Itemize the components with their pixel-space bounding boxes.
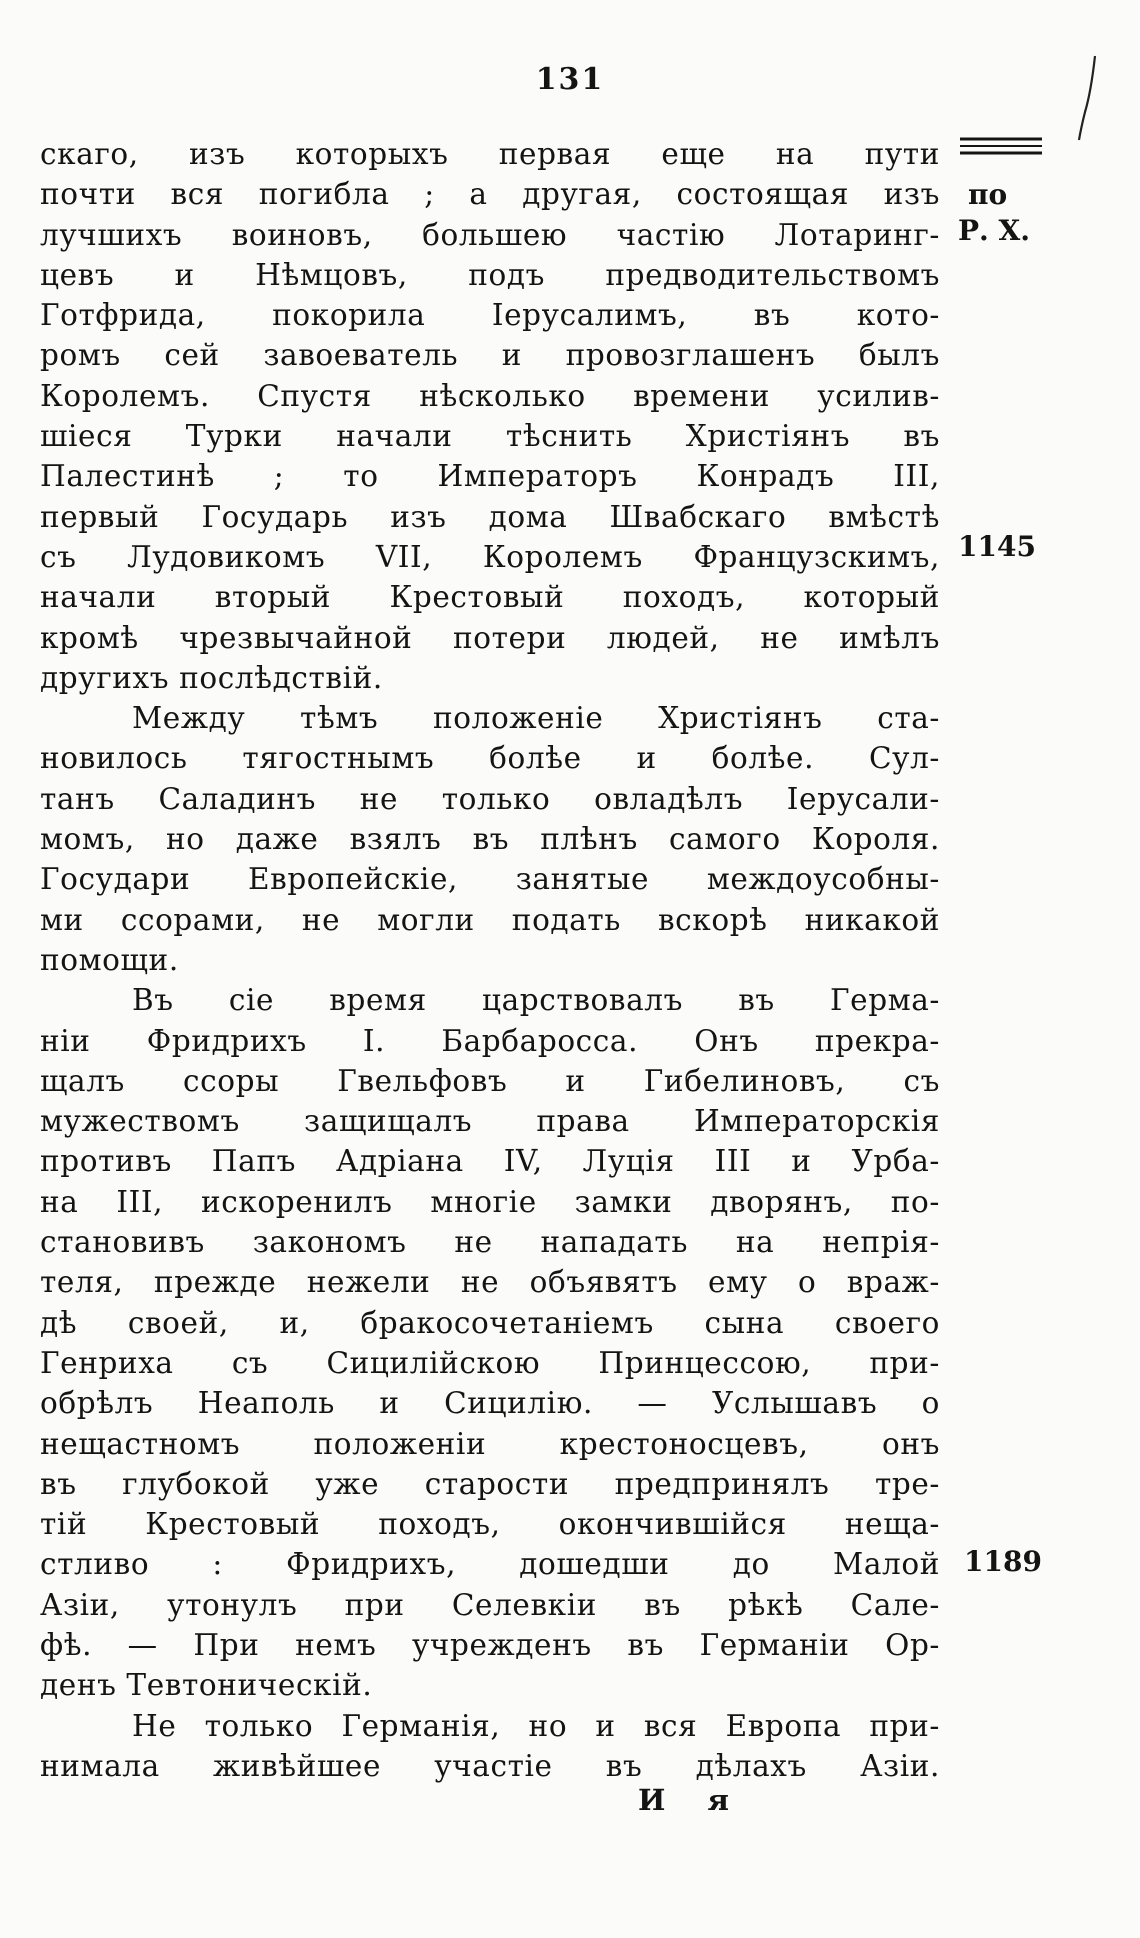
sidenote-year-1189: 1189 (964, 1545, 1042, 1578)
text-line: цевъ и Нѣмцовъ, подъ предводительствомъ (40, 257, 940, 292)
text-line: становивъ закономъ не нападать на непрія- (40, 1225, 940, 1260)
text-line: нещастномъ положеніи крестоносцевъ, онъ (40, 1426, 940, 1461)
text-line: ми ссорами, не могли подать вскорѣ никакой (40, 902, 940, 937)
text-line: Не только Германія, но и вся Европа при- (132, 1708, 940, 1743)
text-line: дѣ своей, и, бракосочетаніемъ сына своего (40, 1305, 940, 1340)
margin-pencil-mark (1075, 52, 1099, 144)
text-line: съ Лудовикомъ VII, Королемъ Французскимъ, (40, 539, 940, 574)
text-line: лучшихъ воиновъ, большею частію Лотаринг- (40, 217, 940, 252)
text-line: шіеся Турки начали тѣснить Христіянъ въ (40, 419, 940, 454)
text-line: ніи Фридрихъ I. Барбаросса. Онъ прекра- (40, 1023, 940, 1058)
text-line: Готфрида, покорила Іерусалимъ, въ кото- (40, 298, 940, 333)
text-line: тій Крестовый походъ, окончившійся неща- (40, 1507, 940, 1542)
text-line: щалъ ссоры Гвельфовъ и Гибелиновъ, съ (40, 1063, 940, 1098)
text-line: Между тѣмъ положеніе Христіянъ ста- (132, 701, 940, 736)
sidenote-era-line1: по (968, 178, 1008, 211)
text-line: другихъ послѣдствій. (40, 660, 383, 695)
text-line: на III, искоренилъ многіе замки дворянъ, по- (40, 1184, 940, 1219)
text-line: противъ Папъ Адріана IV, Луція III и Урба- (40, 1144, 940, 1179)
sidenote-year-1145: 1145 (958, 530, 1036, 563)
text-line: почти вся погибла ; а другая, состоящая изъ (40, 177, 940, 212)
text-line: денъ Тевтоническій. (40, 1668, 373, 1703)
catchword: И я (638, 1783, 745, 1817)
text-line: стливо : Фридрихъ, дошедши до Малой (40, 1547, 940, 1582)
text-line: Палестинѣ ; то Императоръ Конрадъ III, (40, 459, 940, 494)
text-line: танъ Саладинъ не только овладѣлъ Іерусали- (40, 781, 940, 816)
text-line: обрѣлъ Неаполь и Сицилію. — Услышавъ о (40, 1386, 940, 1421)
text-line: Генриха съ Сицилійскою Принцессою, при- (40, 1345, 940, 1380)
text-line: Государи Европейскіе, занятые междоусобны- (40, 862, 940, 897)
text-line: теля, прежде нежели не объявятъ ему о враж- (40, 1265, 940, 1300)
text-line: фѣ. — При немъ учрежденъ въ Германіи Ор- (40, 1627, 940, 1662)
text-line: мужествомъ защищалъ права Императорскія (40, 1104, 940, 1139)
text-line: Королемъ. Спустя нѣсколько времени усилив- (40, 378, 940, 413)
sidenote-era-line2: Р. Х. (958, 214, 1031, 247)
text-line: первый Государь изъ дома Швабскаго вмѣстѣ (40, 499, 940, 534)
text-line: нимала живѣйшее участіе въ дѣлахъ Азіи. (40, 1748, 940, 1783)
text-line: начали вторый Крестовый походъ, который (40, 580, 940, 615)
text-line: новилось тягостнымъ болѣе и болѣе. Сул- (40, 741, 940, 776)
text-line: Азіи, утонулъ при Селевкіи въ рѣкѣ Сале- (40, 1587, 940, 1622)
ornamental-rule-icon (958, 134, 1044, 160)
text-line: скаго, изъ которыхъ первая еще на пути (40, 137, 940, 171)
page-number: 131 (535, 62, 605, 97)
text-line: кромѣ чрезвычайной потери людей, не имѣлъ (40, 620, 940, 655)
text-line: ромъ сей завоеватель и провозглашенъ былъ (40, 338, 940, 373)
text-line: помощи. (40, 942, 179, 977)
text-line: Въ сіе время царствовалъ въ Герма- (132, 983, 940, 1018)
text-line: въ глубокой уже старости предпринялъ тре- (40, 1466, 940, 1501)
text-line: момъ, но даже взялъ въ плѣнъ самого Короля. (40, 822, 940, 857)
body-text (40, 134, 940, 1786)
